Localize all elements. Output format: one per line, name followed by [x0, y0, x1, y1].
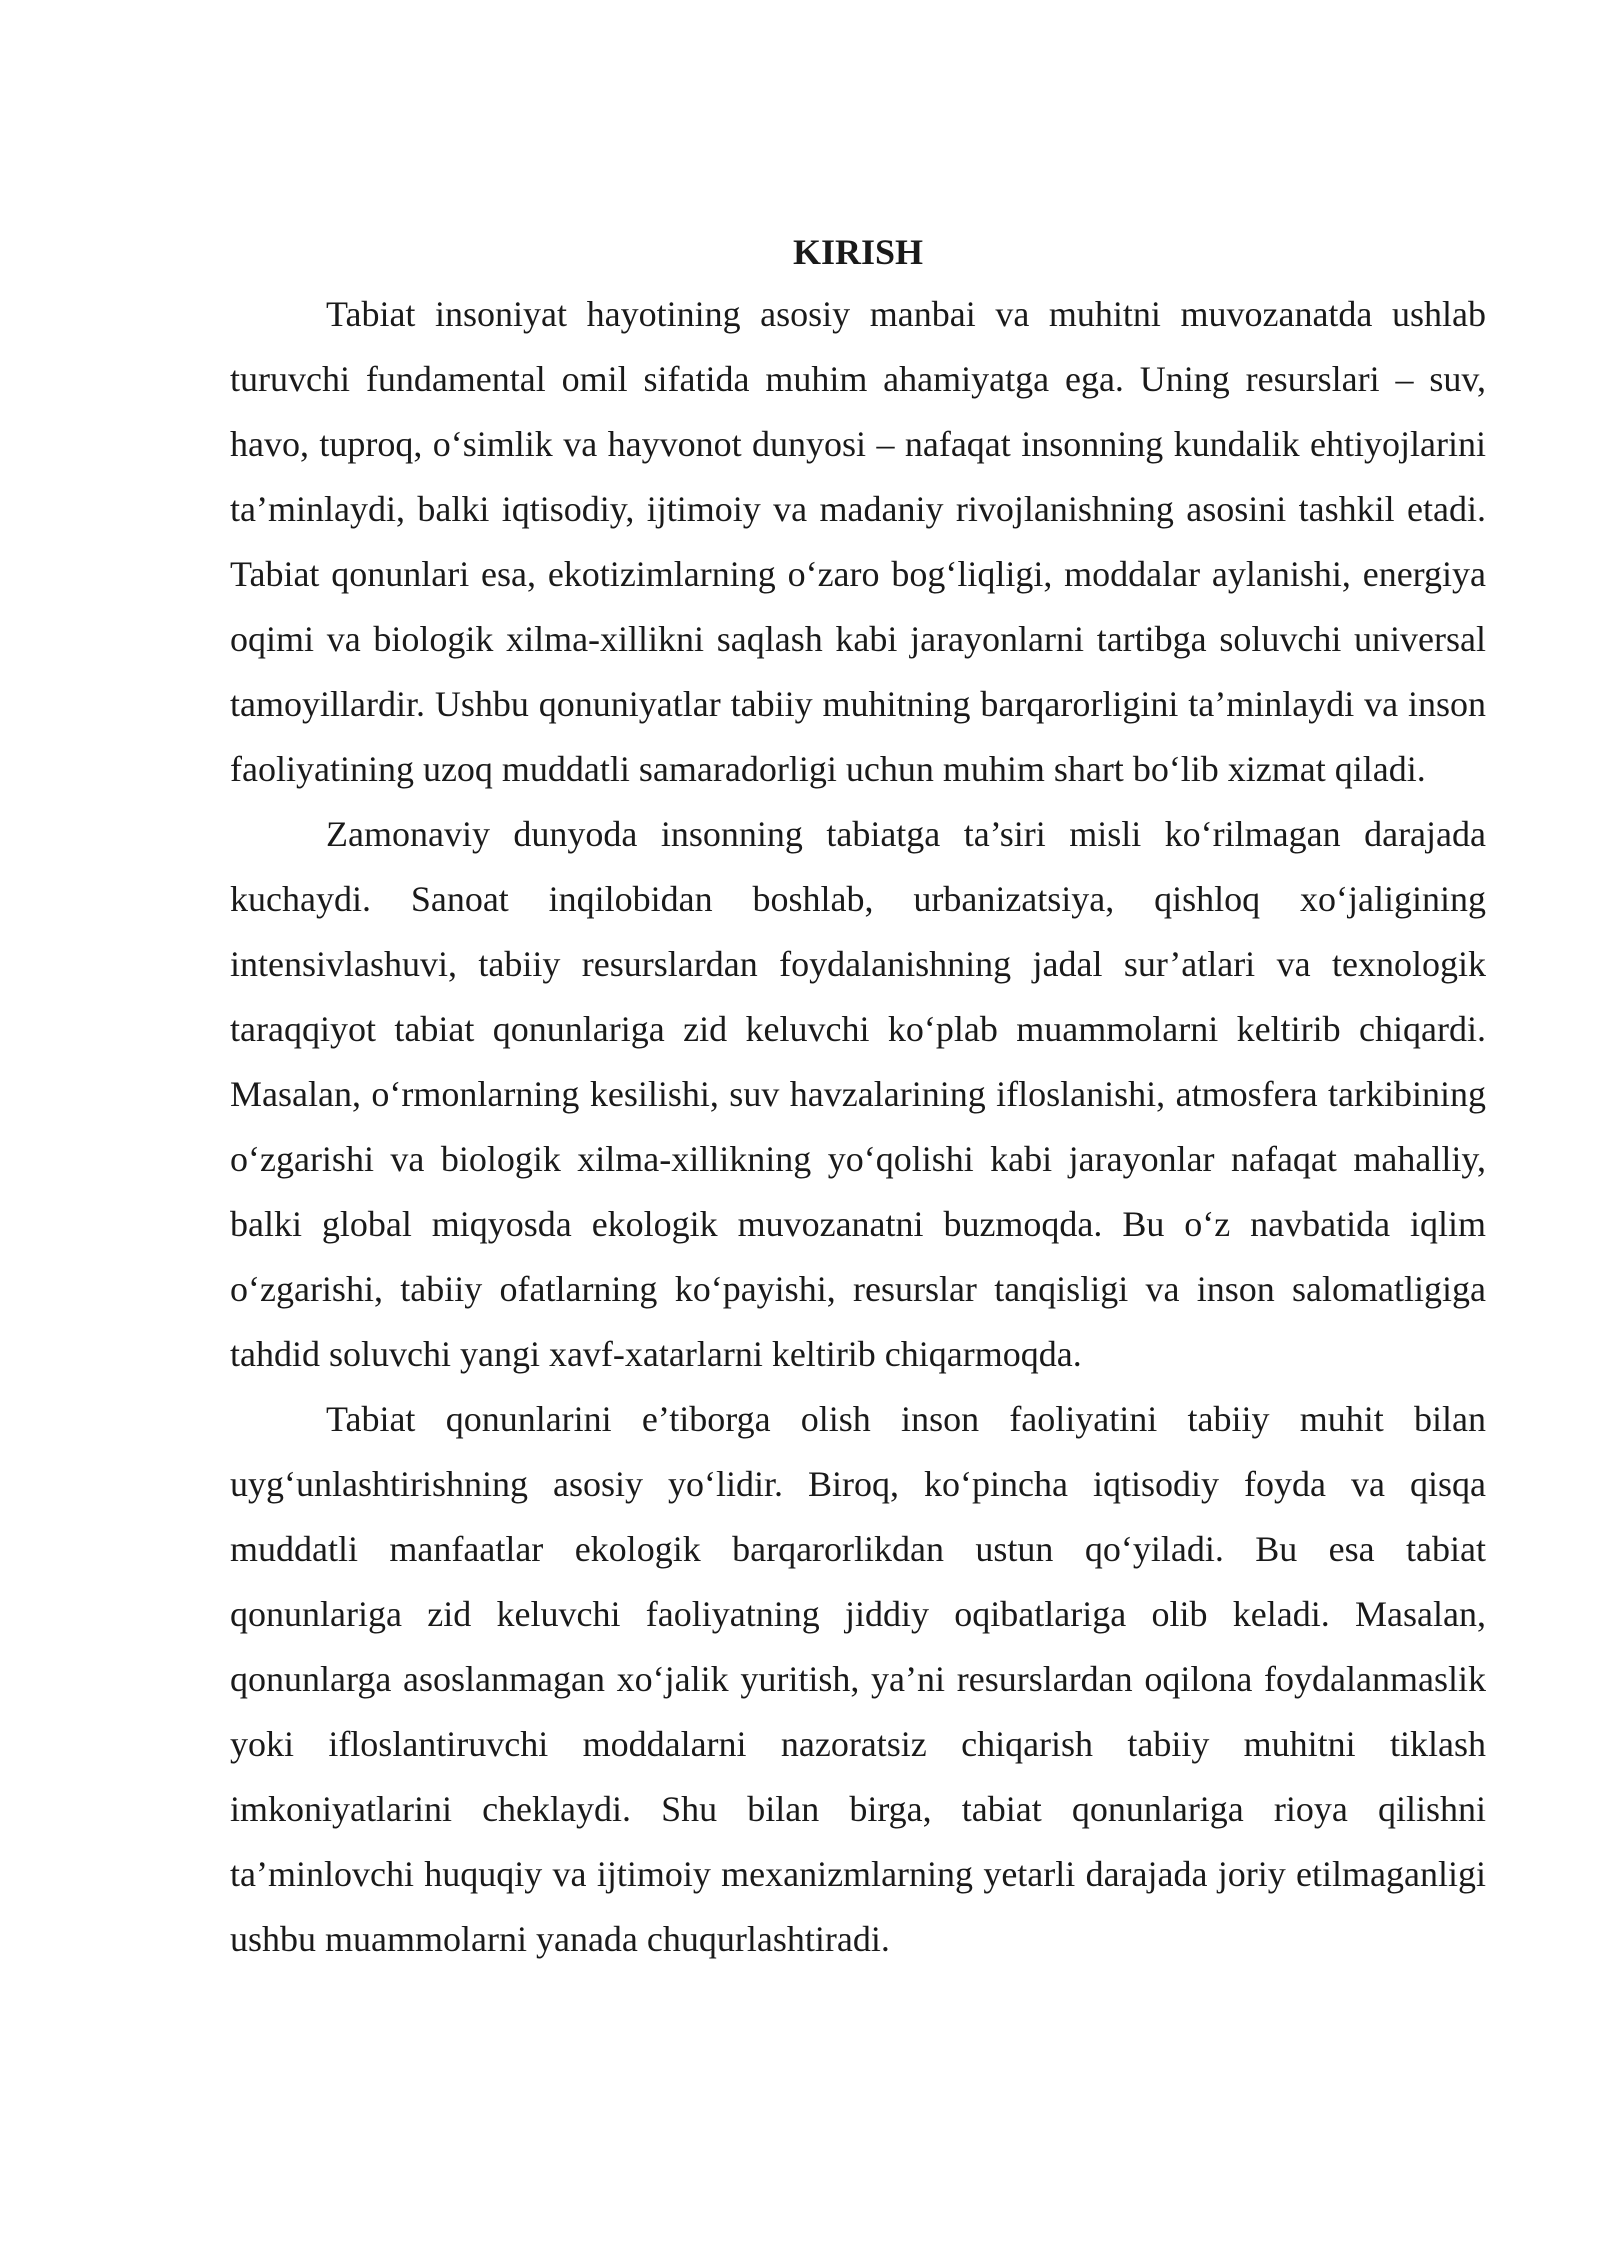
page-title: KIRISH: [792, 232, 924, 272]
paragraph-2: Zamonaviy dunyoda insonning tabiatga ta’siri misli ko‘rilmagan darajada kuchaydi. Sanoat inqilobidan boshlab, urbanizatsiya, qishloq xo‘jaligining intensivlashuvi, tabiiy resurslardan foydalanishning jadal sur’atlari va texnologik taraqqiyot tabiat qonunlariga zid keluvchi ko‘plab muammolarni keltirib chiqardi. Masalan, o‘rmonlarning kesilishi, suv havzalarining ifloslanishi, atmosfera tarkibining o‘zgarishi va biologik xilma-xillikning yo‘qolishi kabi jarayonlar nafaqat mahalliy, balki global miqyosda ekologik muvozanatni buzmoqda. Bu o‘z navbatida iqlim o‘zgarishi, tabiiy ofatlarning ko‘payishi, resurslar tanqisligi va inson salomatligiga tahdid soluvchi yangi xavf-xatarlarni keltirib chiqarmoqda.: [230, 814, 1486, 1374]
paragraph-1: Tabiat insoniyat hayotining asosiy manbai va muhitni muvozanatda ushlab turuvchi fundamental omil sifatida muhim ahamiyatga ega. Uning resurslari – suv, havo, tuproq, o‘simlik va hayvonot dunyosi – nafaqat insonning kundalik ehtiyojlarini ta’minlaydi, balki iqtisodiy, ijtimoiy va madaniy rivojlanishning asosini tashkil etadi. Tabiat qonunlari esa, ekotizimlarning o‘zaro bog‘liqligi, moddalar aylanishi, energiya oqimi va biologik xilma-xillikni saqlash kabi jarayonlarni tartibga soluvchi universal tamoyillardir. Ushbu qonuniyatlar tabiiy muhitning barqarorligini ta’minlaydi va inson faoliyatining uzoq muddatli samaradorligi uchun muhim shart bo‘lib xizmat qiladi.: [230, 294, 1486, 789]
document-body: [230, 222, 1486, 1972]
paragraph-3: Tabiat qonunlarini e’tiborga olish inson faoliyatini tabiiy muhit bilan uyg‘unlashtirishning asosiy yo‘lidir. Biroq, ko‘pincha iqtisodiy foyda va qisqa muddatli manfaatlar ekologik barqarorlikdan ustun qo‘yiladi. Bu esa tabiat qonunlariga zid keluvchi faoliyatning jiddiy oqibatlariga olib keladi. Masalan, qonunlarga asoslanmagan xo‘jalik yuritish, ya’ni resurslardan oqilona foydalanmaslik yoki ifloslantiruvchi moddalarni nazoratsiz chiqarish tabiiy muhitni tiklash imkoniyatlarini cheklaydi. Shu bilan birga, tabiat qonunlariga rioya qilishni ta’minlovchi huquqiy va ijtimoiy mexanizmlarning yetarli darajada joriy etilmaganligi ushbu muammolarni yanada chuqurlashtiradi.: [230, 1399, 1486, 1959]
